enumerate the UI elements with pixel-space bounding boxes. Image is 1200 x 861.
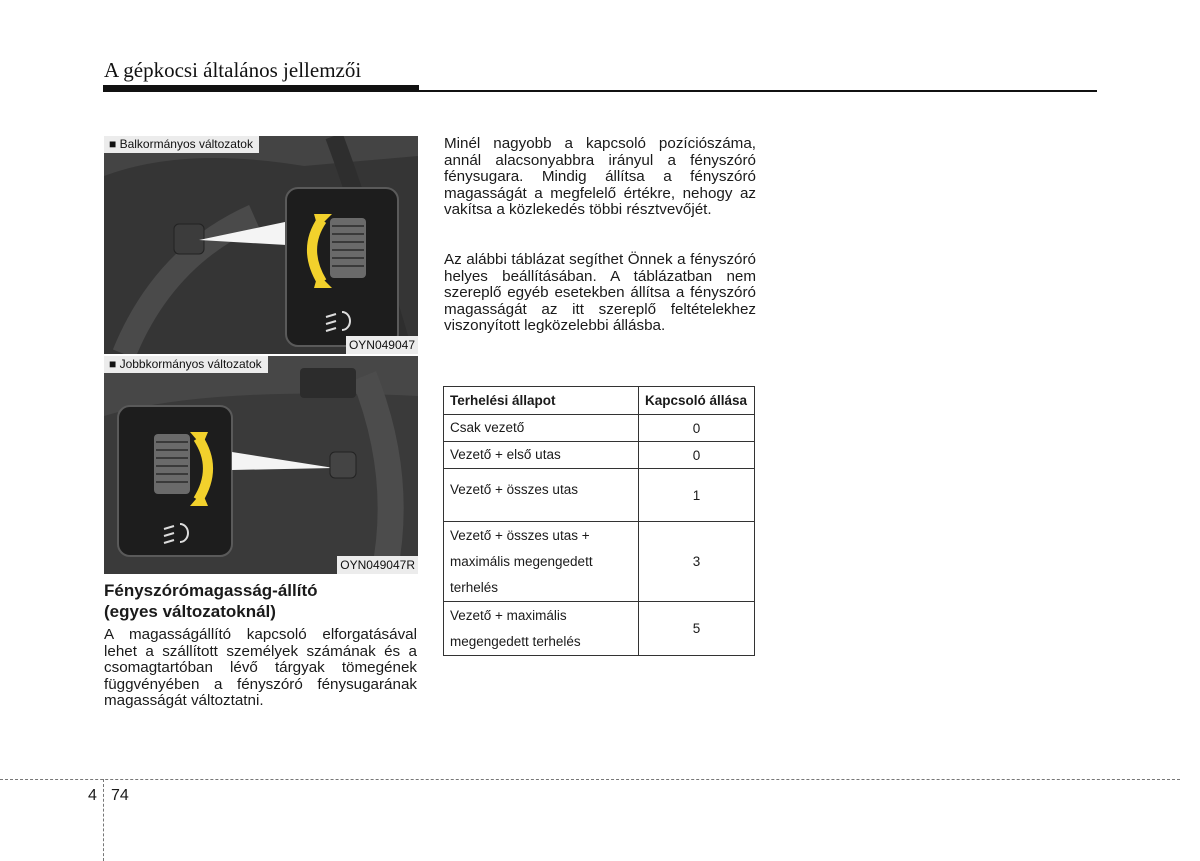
position-cell: 0 bbox=[639, 442, 755, 469]
figure-caption: ■ Balkormányos változatok bbox=[104, 136, 259, 153]
load-condition-table bbox=[443, 386, 755, 656]
figure-code: OYN049047R bbox=[337, 556, 418, 574]
right-paragraph-1: Minél nagyobb a kapcsoló pozíciószáma, annál alacsonyabbra irányul a fényszóró fénysugara. Mindig állítsa a fényszóró magasságát a megfelelő értékre, nehogy az vakítsa a közlekedés többi résztvevőjét. bbox=[444, 135, 756, 218]
section-heading-line2: (egyes változatoknál) bbox=[104, 602, 276, 621]
table-header-row bbox=[444, 387, 755, 415]
condition-cell: Vezető + összes utas bbox=[444, 469, 639, 522]
header-rule-thin bbox=[103, 90, 1097, 92]
footer-dashed-divider bbox=[103, 779, 104, 861]
chapter-number: 4 bbox=[88, 787, 97, 804]
condition-cell: Csak vezető bbox=[444, 415, 639, 442]
column-header-position: Kapcsoló állása bbox=[639, 387, 755, 415]
condition-cell: Vezető + első utas bbox=[444, 442, 639, 469]
table-row bbox=[444, 602, 755, 656]
dashboard-illustration bbox=[104, 356, 418, 574]
section-body: A magasságállító kapcsoló elforgatásával lehet a szállított személyek számának és a csomagtartóban lévő tárgyak tömegének függvényében a fényszóró fénysugarának magasságát változtatni. bbox=[104, 626, 417, 709]
page-number: 74 bbox=[111, 787, 129, 804]
figure-code: OYN049047 bbox=[346, 336, 418, 354]
figure-right-hand-drive bbox=[104, 356, 418, 574]
position-cell: 5 bbox=[639, 602, 755, 656]
condition-cell: Vezető + maximális megengedett terhelés bbox=[444, 602, 639, 656]
section-heading bbox=[104, 580, 420, 622]
table-row bbox=[444, 415, 755, 442]
table-row bbox=[444, 469, 755, 522]
footer-dashed-rule bbox=[0, 779, 1180, 780]
dashboard-illustration bbox=[104, 136, 418, 354]
right-paragraph-2: Az alábbi táblázat segíthet Önnek a fényszóró helyes beállításában. A táblázatban nem szereplő egyéb esetekben állítsa a fényszóró magasságát az itt szereplő feltételekhez viszonyított legközelebbi állásba. bbox=[444, 251, 756, 334]
position-cell: 0 bbox=[639, 415, 755, 442]
position-cell: 3 bbox=[639, 522, 755, 602]
position-cell: 1 bbox=[639, 469, 755, 522]
figure-caption: ■ Jobbkormányos változatok bbox=[104, 356, 268, 373]
column-header-load: Terhelési állapot bbox=[444, 387, 639, 415]
table-row bbox=[444, 442, 755, 469]
condition-cell: Vezető + összes utas + maximális megengedett terhelés bbox=[444, 522, 639, 602]
table-row bbox=[444, 522, 755, 602]
section-heading-line1: Fényszórómagasság-állító bbox=[104, 581, 318, 600]
figure-left-hand-drive bbox=[104, 136, 418, 354]
page-header-title: A gépkocsi általános jellemzői bbox=[104, 58, 362, 82]
